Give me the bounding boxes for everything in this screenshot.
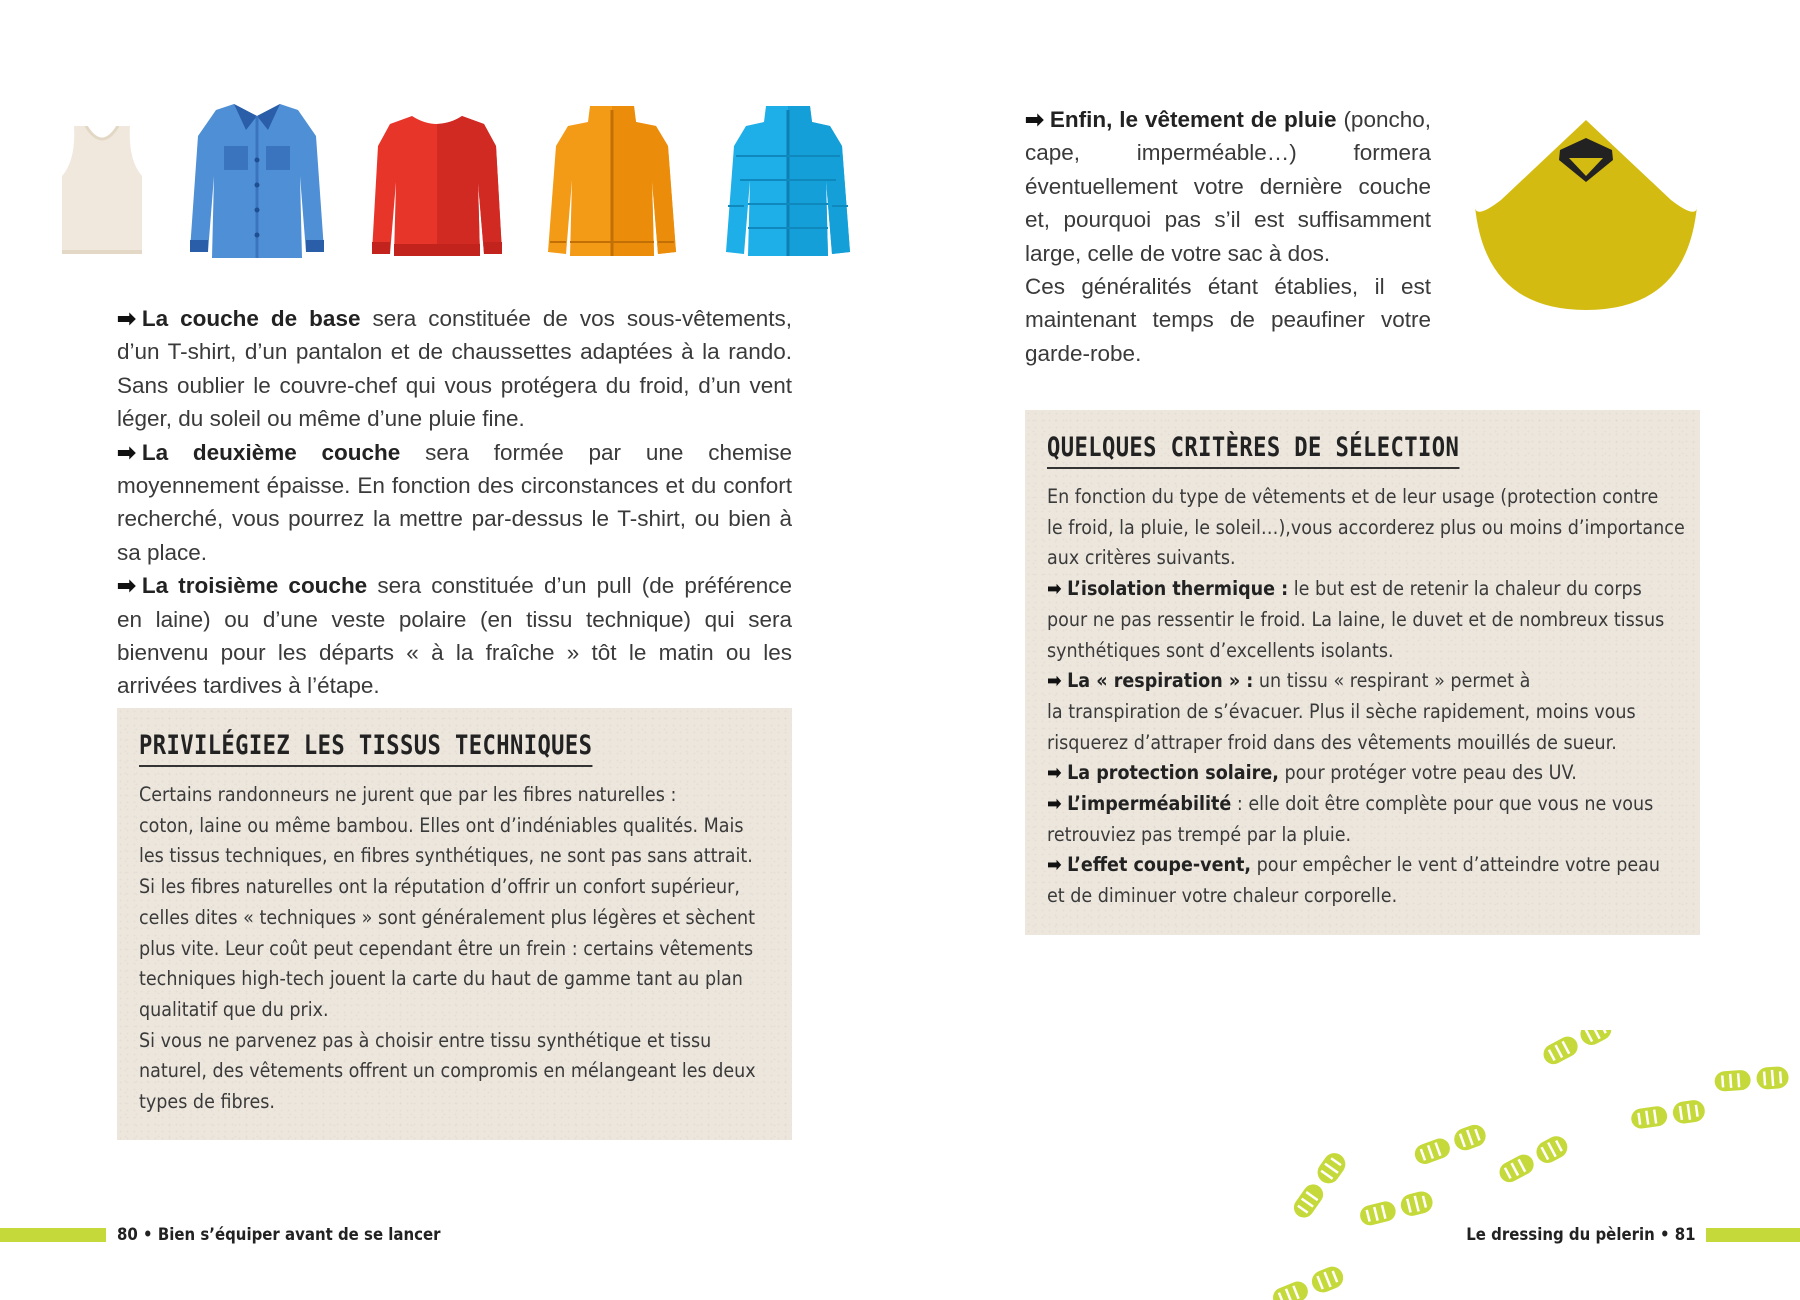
footer-bar-right [1706, 1228, 1800, 1242]
page-number: 80 [117, 1225, 138, 1245]
box-line: En fonction du type de vêtements et de leur usage (protection contre [1047, 485, 1659, 508]
footprint-icon [1412, 1122, 1489, 1168]
footprint-icon [1714, 1066, 1789, 1093]
criterion-text: le but est de retenir la chaleur du corps [1288, 577, 1642, 601]
box-line: le froid, la pluie, le soleil…),vous accorderez plus ou moins d’importance [1047, 515, 1685, 539]
sweater-icon [372, 116, 502, 258]
box-title: QUELQUES CRITÈRES DE SÉLECTION [1047, 432, 1459, 469]
layer-base [117, 302, 792, 436]
criterion-windproof [1047, 850, 1685, 881]
footer-left [117, 1225, 441, 1245]
layers-text [117, 302, 792, 703]
arrow-icon: ➡ [1047, 792, 1062, 816]
box-line: techniques high-tech jouent la carte du haut de gamme tant au plan [139, 967, 743, 991]
box-line: risquerez d’attraper froid dans des vêtements mouillés de sueur. [1047, 730, 1617, 754]
criterion-title: La « respiration » : [1067, 669, 1254, 693]
page-number: 81 [1675, 1225, 1696, 1245]
box-line: les tissus techniques, en fibres synthétiques, ne sont pas sans attrait. [139, 844, 753, 868]
box-line: celles dites « techniques » sont généralement plus légères et sèchent [139, 905, 756, 929]
rain-paragraph [1025, 103, 1431, 270]
fleece-jacket-icon [548, 106, 676, 258]
layer-text: sera constituée d’un pull (de préférence en laine) ou d’une veste polaire (en tissu technique) qui sera bienvenu pour les départs « à la fraîche » tôt le matin ou les arrivées tardives à l’étape. [117, 573, 792, 699]
footer-section: Le dressing du pèlerin [1466, 1225, 1656, 1245]
box-body [1047, 482, 1685, 912]
box-line: plus vite. Leur coût peut cependant être un frein : certains vêtements [139, 936, 754, 960]
box-line: aux critères suivants. [1047, 546, 1236, 570]
box-line: qualitatif que du prix. [139, 997, 329, 1021]
layer-third [117, 569, 792, 703]
arrow-icon: ➡ [1025, 107, 1044, 132]
layer-title: La troisième couche [141, 573, 368, 599]
box-line: Si vous ne parvenez pas à choisir entre tissu synthétique et tissu [139, 1028, 712, 1052]
arrow-icon: ➡ [117, 439, 136, 465]
closing-paragraph: Ces généralités étant établies, il est maintenant temps de peaufiner votre garde-robe. [1025, 274, 1431, 366]
layer-title: La deuxième couche [141, 439, 401, 465]
rain-body: (poncho, cape, imperméable…) formera éventuellement votre dernière couche et, pourquoi pas s’il est suffisamment large, celle de votre sac à dos. [1025, 107, 1431, 266]
footer-bullet: • [1660, 1225, 1670, 1245]
footer-section: Bien s’équiper avant de se lancer [157, 1225, 441, 1245]
footprints-decoration [1250, 1030, 1800, 1300]
footprint-icon [1496, 1132, 1572, 1186]
criterion-waterproof [1047, 789, 1685, 820]
criterion-sun-protection [1047, 758, 1685, 789]
arrow-icon: ➡ [1047, 669, 1062, 693]
box-line: retrouviez pas trempé par la pluie. [1047, 822, 1352, 846]
arrow-icon: ➡ [117, 573, 136, 599]
box-body [139, 780, 756, 1118]
footprint-icon [1630, 1099, 1706, 1131]
criterion-text: un tissu « respirant » permet à [1253, 669, 1531, 693]
rain-title: Enfin, le vêtement de pluie [1049, 107, 1337, 132]
criterion-title: L’isolation thermique : [1067, 577, 1289, 601]
criterion-title: L’effet coupe-vent, [1067, 853, 1252, 877]
down-jacket-icon [726, 106, 850, 258]
arrow-icon: ➡ [1047, 761, 1062, 785]
selection-criteria-box [1025, 410, 1700, 935]
footer-bar-left [0, 1228, 106, 1242]
arrow-icon: ➡ [117, 306, 136, 331]
shirt-icon [190, 100, 324, 260]
box-line: Certains randonneurs ne jurent que par les fibres naturelles : [139, 783, 677, 806]
criterion-text: pour empêcher le vent d’atteindre votre peau [1251, 853, 1661, 877]
box-line: synthétiques sont d’excellents isolants. [1047, 638, 1394, 662]
box-title: PRIVILÉGIEZ LES TISSUS TECHNIQUES [139, 730, 592, 767]
technical-fabrics-box [117, 708, 792, 1140]
footprint-icon [1358, 1189, 1435, 1228]
box-line: pour ne pas ressentir le froid. La laine, le duvet et de nombreux tissus [1047, 607, 1665, 631]
criterion-title: L’imperméabilité [1067, 792, 1232, 816]
poncho-icon [1475, 120, 1697, 310]
layer-text: sera formée par une chemise moyennement épaisse. En fonction des circonstances et du confort recherché, vous pourrez la mettre par-dessus le T-shirt, ou bien à sa place. [117, 439, 792, 565]
footer-right [1467, 1225, 1696, 1245]
box-line: la transpiration de s’évacuer. Plus il sèche rapidement, moins vous [1047, 699, 1636, 723]
box-line: coton, laine ou même bambou. Elles ont d’indéniables qualités. Mais [139, 813, 744, 837]
box-line: types de fibres. [139, 1090, 275, 1114]
footprint-icon [1289, 1149, 1349, 1222]
criterion-text: : elle doit être complète pour que vous ne vous [1231, 792, 1654, 816]
criterion-breathability [1047, 666, 1685, 697]
rain-text [1025, 103, 1431, 370]
box-line: et de diminuer votre chaleur corporelle. [1047, 884, 1398, 908]
footprint-icon [1540, 1030, 1616, 1069]
layer-title: La couche de base [141, 306, 361, 331]
footprint-icon [1270, 1263, 1347, 1300]
criterion-text: pour protéger votre peau des UV. [1278, 761, 1577, 785]
box-line: Si les fibres naturelles ont la réputation d’offrir un confort supérieur, [139, 875, 740, 899]
layer-text: sera constituée de vos sous-vêtements, d’un T-shirt, d’un pantalon et de chaussettes adaptées à la rando. Sans oublier le couvre-chef qui vous protégera du froid, d’un vent léger, du soleil ou même d’une pluie fine. [117, 306, 792, 432]
arrow-icon: ➡ [1047, 577, 1062, 601]
layer-second [117, 436, 792, 570]
criterion-title: La protection solaire, [1067, 761, 1279, 785]
box-line: naturel, des vêtements offrent un compromis en mélangeant les deux [139, 1059, 756, 1083]
criterion-insulation [1047, 574, 1685, 605]
footer-bullet: • [143, 1225, 153, 1245]
arrow-icon: ➡ [1047, 853, 1062, 877]
tank-top-icon [62, 126, 142, 258]
